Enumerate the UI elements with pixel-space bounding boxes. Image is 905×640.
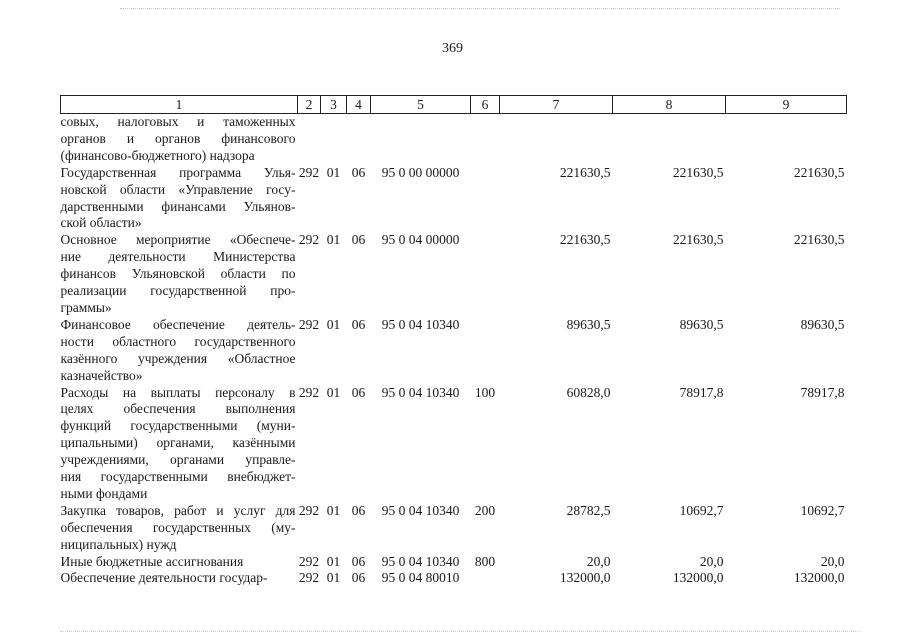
description-line: обеспечения государственных (му- xyxy=(60,519,296,535)
table-body xyxy=(61,114,847,588)
cell-description xyxy=(61,232,298,317)
cell-description xyxy=(61,503,298,554)
cell-target-article xyxy=(371,114,471,165)
cell-amount-1: 60828,0 xyxy=(566,384,611,400)
cell-amount-3: 78917,8 xyxy=(800,384,845,400)
table-row xyxy=(61,554,847,571)
description-line: реализации государственной про- xyxy=(60,283,296,299)
cell-amount-1: 132000,0 xyxy=(559,570,611,586)
description-line: казённого учреждения «Областное xyxy=(60,350,296,366)
cell-expense-type: 200 xyxy=(474,502,496,518)
cell-target-article: 95 0 04 10340 xyxy=(381,502,460,518)
cell-ministry xyxy=(298,114,321,165)
description-line: граммы» xyxy=(60,299,112,315)
description-line: совых, налоговых и таможенных xyxy=(60,114,296,129)
cell-amount-3: 89630,5 xyxy=(800,316,845,332)
cell-amount-2: 78917,8 xyxy=(679,384,724,400)
cell-amount-3: 221630,5 xyxy=(793,164,845,180)
cell-subsection: 06 xyxy=(351,553,366,569)
cell-expense-type xyxy=(471,317,500,385)
table-row xyxy=(61,232,847,317)
header-col-8: 8 xyxy=(613,96,726,114)
cell-section: 01 xyxy=(326,164,341,180)
cell-description xyxy=(61,165,298,233)
cell-amount-3 xyxy=(726,114,847,165)
cell-target-article: 95 0 04 10340 xyxy=(381,316,460,332)
cell-amount-2: 20,0 xyxy=(699,553,724,569)
cell-subsection: 06 xyxy=(351,384,366,400)
cell-description xyxy=(61,570,298,587)
description-line: Государственная программа Улья- xyxy=(60,164,296,180)
cell-ministry: 292 xyxy=(298,384,320,400)
cell-amount-1: 89630,5 xyxy=(566,316,611,332)
description-line: органов и органов финансового xyxy=(60,130,296,146)
header-col-6: 6 xyxy=(471,96,500,114)
table-header xyxy=(61,96,847,114)
cell-amount-2 xyxy=(613,114,726,165)
description-line: новской области «Управление госу- xyxy=(60,181,296,197)
cell-description xyxy=(61,114,298,165)
cell-amount-2: 221630,5 xyxy=(672,232,724,248)
description-line: Обеспечение деятельности государ- xyxy=(60,570,268,586)
description-line: Иные бюджетные ассигнования xyxy=(60,553,244,569)
cell-description xyxy=(61,385,298,503)
table-row xyxy=(61,317,847,385)
header-col-3: 3 xyxy=(321,96,347,114)
header-col-2: 2 xyxy=(298,96,321,114)
cell-expense-type xyxy=(471,165,500,233)
cell-expense-type: 800 xyxy=(474,553,496,569)
cell-expense-type xyxy=(471,114,500,165)
cell-expense-type: 100 xyxy=(474,384,496,400)
page-number: 369 xyxy=(442,41,463,56)
cell-amount-2: 10692,7 xyxy=(679,502,724,518)
table-row xyxy=(61,570,847,587)
description-line: (финансово-бюджетного) надзора xyxy=(60,147,255,163)
cell-amount-3: 221630,5 xyxy=(793,232,845,248)
cell-section xyxy=(321,114,347,165)
cell-expense-type xyxy=(471,570,500,587)
cell-subsection: 06 xyxy=(351,316,366,332)
cell-amount-1: 20,0 xyxy=(586,553,611,569)
cell-amount-1: 221630,5 xyxy=(559,164,611,180)
description-line: ние деятельности Министерства xyxy=(60,249,296,265)
description-line: ской области» xyxy=(60,215,142,231)
cell-amount-1: 221630,5 xyxy=(559,232,611,248)
scan-artifact-top xyxy=(120,8,840,10)
budget-table xyxy=(60,95,847,587)
description-line: ными фондами xyxy=(60,485,148,501)
cell-amount-2: 221630,5 xyxy=(672,164,724,180)
description-line: целях обеспечения выполнения xyxy=(60,401,296,417)
description-line: казначейство» xyxy=(60,367,143,383)
description-line: ния государственными внебюджет- xyxy=(60,469,296,485)
cell-amount-3: 20,0 xyxy=(820,553,845,569)
description-line: дарственными финансами Ульянов- xyxy=(60,198,296,214)
cell-subsection xyxy=(347,114,371,165)
cell-expense-type xyxy=(471,232,500,317)
description-line: Основное мероприятие «Обеспече- xyxy=(60,232,296,248)
cell-ministry: 292 xyxy=(298,502,320,518)
cell-section: 01 xyxy=(326,553,341,569)
cell-target-article: 95 0 04 10340 xyxy=(381,553,460,569)
cell-section: 01 xyxy=(326,502,341,518)
cell-subsection: 06 xyxy=(351,232,366,248)
table-row xyxy=(61,114,847,165)
cell-target-article: 95 0 04 10340 xyxy=(381,384,460,400)
cell-subsection: 06 xyxy=(351,164,366,180)
description-line: ниципальных) нужд xyxy=(60,536,177,552)
cell-description xyxy=(61,554,298,571)
cell-section: 01 xyxy=(326,384,341,400)
header-col-4: 4 xyxy=(347,96,371,114)
cell-section: 01 xyxy=(326,232,341,248)
cell-section: 01 xyxy=(326,316,341,332)
cell-amount-3: 10692,7 xyxy=(800,502,845,518)
cell-amount-1: 28782,5 xyxy=(566,502,611,518)
description-line: финансов Ульяновской области по xyxy=(60,266,296,282)
cell-subsection: 06 xyxy=(351,570,366,586)
cell-target-article: 95 0 04 00000 xyxy=(381,232,460,248)
cell-description xyxy=(61,317,298,385)
cell-ministry: 292 xyxy=(298,232,320,248)
table-row xyxy=(61,385,847,503)
cell-amount-3: 132000,0 xyxy=(793,570,845,586)
header-col-1: 1 xyxy=(61,96,298,114)
header-col-7: 7 xyxy=(500,96,613,114)
scan-artifact-bottom xyxy=(60,631,860,633)
cell-target-article: 95 0 00 00000 xyxy=(381,164,460,180)
cell-target-article: 95 0 04 80010 xyxy=(381,570,460,586)
cell-ministry: 292 xyxy=(298,570,320,586)
cell-amount-2: 132000,0 xyxy=(672,570,724,586)
cell-section: 01 xyxy=(326,570,341,586)
description-line: Закупка товаров, работ и услуг для xyxy=(60,502,296,518)
cell-ministry: 292 xyxy=(298,164,320,180)
cell-ministry: 292 xyxy=(298,316,320,332)
description-line: ципальными) органами, казёнными xyxy=(60,435,296,451)
cell-amount-2: 89630,5 xyxy=(679,316,724,332)
table-row xyxy=(61,165,847,233)
header-col-9: 9 xyxy=(726,96,847,114)
description-line: функций государственными (муни- xyxy=(60,418,296,434)
description-line: Расходы на выплаты персоналу в xyxy=(60,384,296,400)
cell-ministry: 292 xyxy=(298,553,320,569)
description-line: учреждениями, органами управле- xyxy=(60,452,296,468)
description-line: Финансовое обеспечение деятель- xyxy=(60,316,296,332)
cell-amount-1 xyxy=(500,114,613,165)
table-row xyxy=(61,503,847,554)
cell-subsection: 06 xyxy=(351,502,366,518)
header-row xyxy=(61,96,847,114)
description-line: ности областного государственного xyxy=(60,333,296,349)
header-col-5: 5 xyxy=(371,96,471,114)
